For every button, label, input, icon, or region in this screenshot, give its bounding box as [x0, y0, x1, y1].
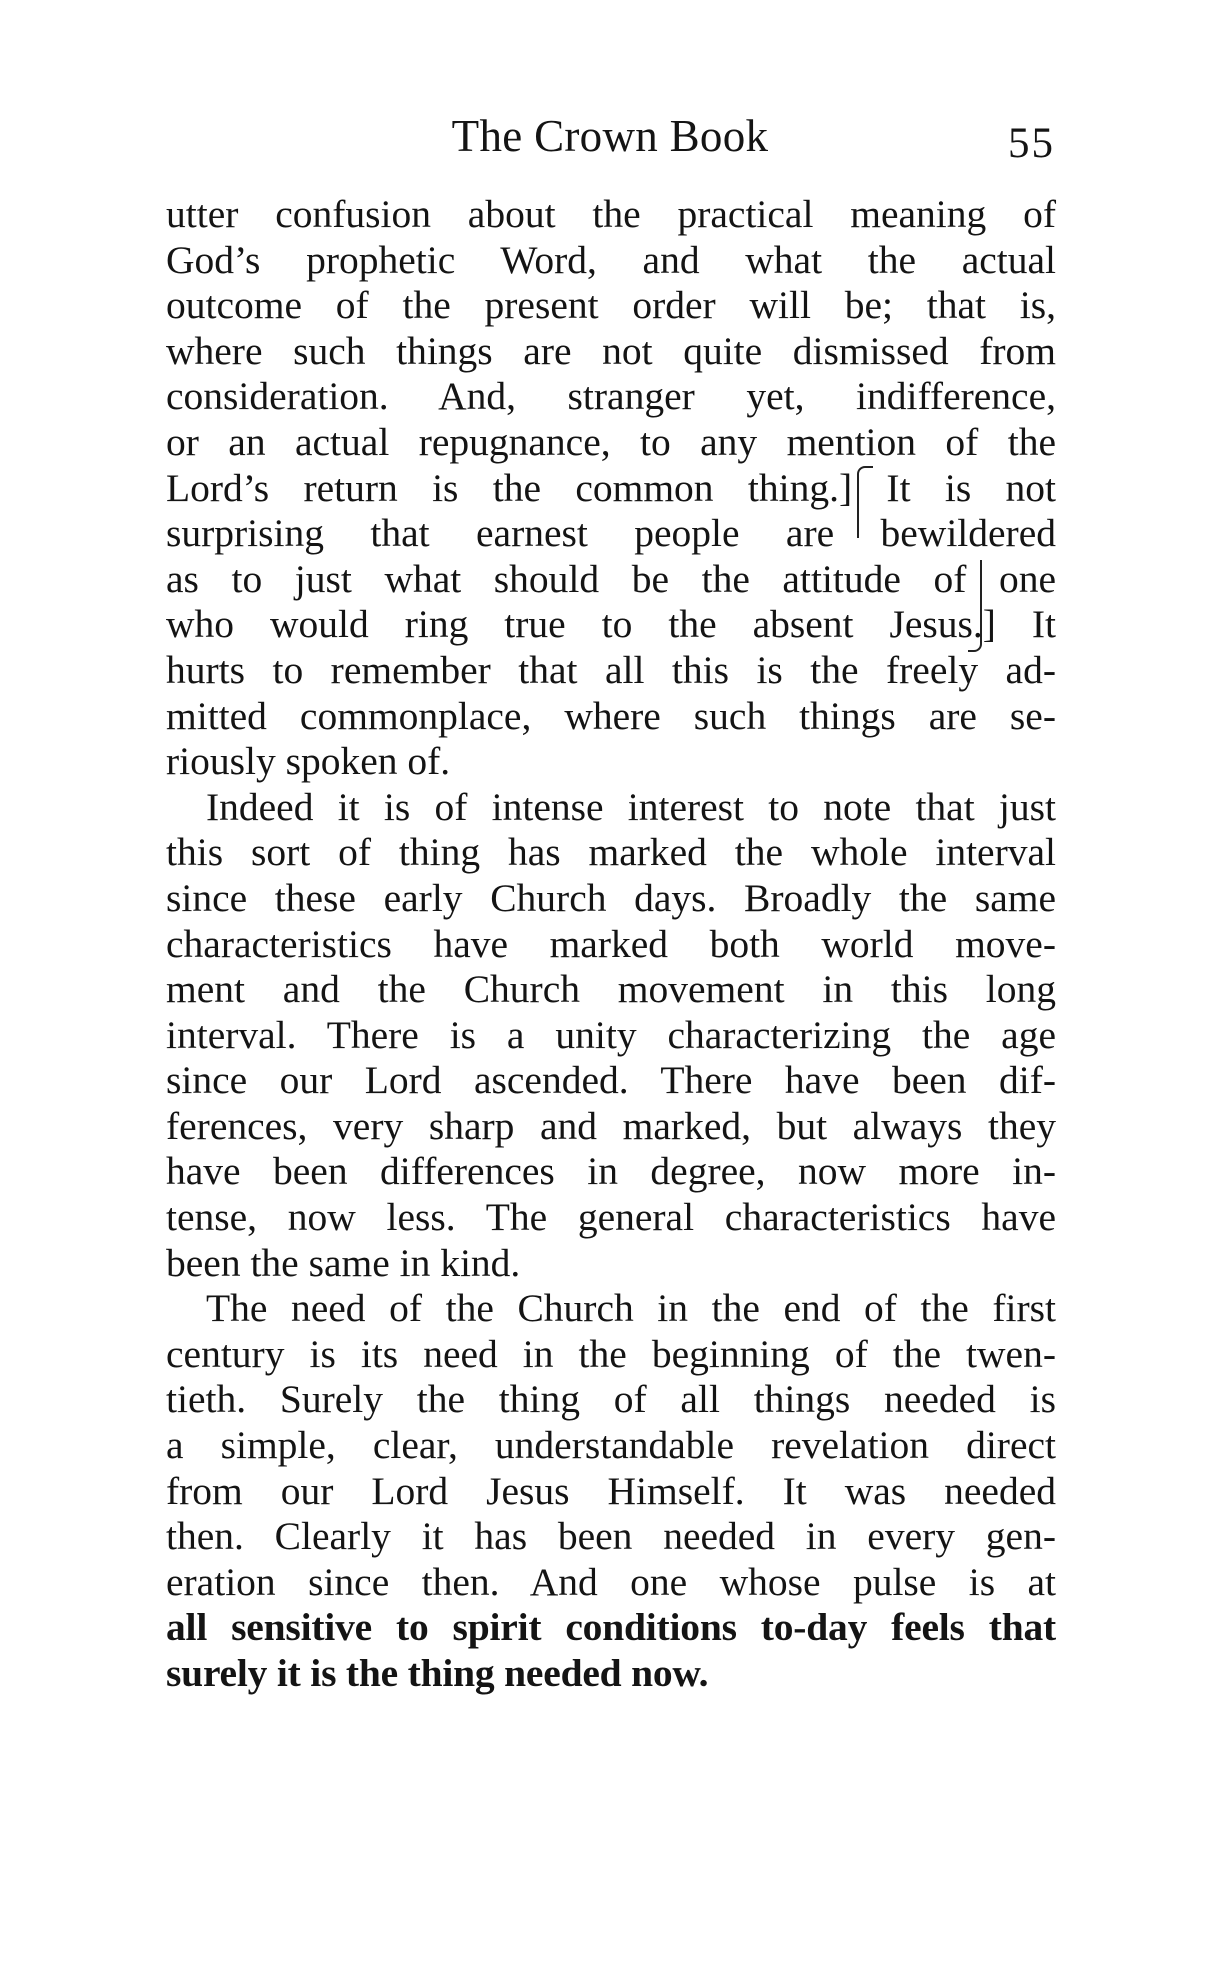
text-line: consideration. And, stranger yet, indifference, [166, 374, 1056, 419]
body-text [166, 192, 1056, 1697]
text-line: a simple, clear, understandable revelation direct [166, 1423, 1056, 1468]
text-line: since our Lord ascended. There have been dif- [166, 1058, 1056, 1103]
book-title: The Crown Book [451, 111, 769, 161]
paragraph-1 [166, 192, 1056, 785]
text-line: been the same in kind. [166, 1240, 521, 1285]
paragraph-3 [166, 1286, 1056, 1696]
text-line: then. Clearly it has been needed in every gen- [166, 1514, 1056, 1559]
handwritten-bracket-close [968, 560, 982, 652]
text-line: century is its need in the beginning of the twen- [166, 1331, 1056, 1376]
text-line: mitted commonplace, where such things are se- [166, 693, 1056, 738]
text-line: where such things are not quite dismissed from [166, 328, 1056, 373]
text-line: tieth. Surely the thing of all things needed is [166, 1377, 1056, 1422]
text-line: surprising that earnest people are bewildered [166, 511, 1056, 556]
text-line: God’s prophetic Word, and what the actual [166, 237, 1056, 282]
text-line: ment and the Church movement in this long [166, 967, 1056, 1012]
text-line: riously spoken of. [166, 739, 451, 784]
page-number: 55 [1008, 120, 1055, 167]
text-line: Indeed it is of intense interest to note that just [206, 784, 1056, 829]
text-line: surely it is the thing needed now. [166, 1651, 709, 1695]
text-line: interval. There is a unity characterizing the age [166, 1012, 1056, 1057]
text-line: outcome of the present order will be; that is, [166, 283, 1056, 328]
text-line: tense, now less. The general characteristics have [166, 1195, 1056, 1240]
handwritten-bracket-open [857, 466, 873, 538]
text-line: have been differences in degree, now more in- [166, 1149, 1056, 1194]
running-header [165, 108, 1055, 168]
text-line: as to just what should be the attitude of one [166, 556, 1056, 601]
text-line: Lord’s return is the common thing.] It is not [166, 465, 1056, 510]
text-line: who would ring true to the absent Jesus.] It [166, 602, 1056, 647]
paragraph-2 [166, 785, 1056, 1287]
text-line: characteristics have marked both world move- [166, 921, 1056, 966]
text-line: ferences, very sharp and marked, but always they [166, 1103, 1056, 1148]
text-line: all sensitive to spirit conditions to-day feels that [166, 1605, 1056, 1650]
text-line: hurts to remember that all this is the freely ad- [166, 647, 1056, 692]
text-line: The need of the Church in the end of the first [206, 1286, 1056, 1331]
text-line: this sort of thing has marked the whole interval [166, 830, 1056, 875]
text-line: or an actual repugnance, to any mention of the [166, 419, 1056, 464]
text-line: from our Lord Jesus Himself. It was needed [166, 1468, 1056, 1513]
text-line: since these early Church days. Broadly the same [166, 875, 1056, 920]
text-line: utter confusion about the practical meaning of [166, 192, 1056, 236]
text-line: eration since then. And one whose pulse is at [166, 1559, 1056, 1604]
